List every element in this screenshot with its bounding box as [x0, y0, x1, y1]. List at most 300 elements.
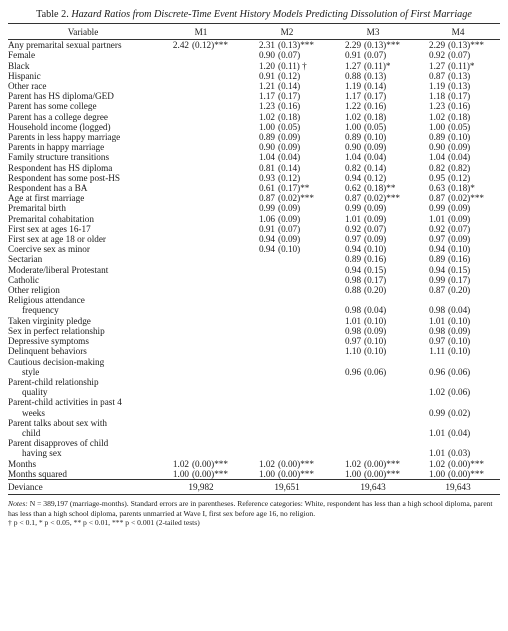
row-variable-label	[8, 101, 158, 111]
standard-error-m4: (0.02)***	[448, 193, 485, 204]
variable-name: Sex in perfect relationship	[8, 325, 105, 336]
variable-name: Female	[8, 50, 36, 61]
table-row	[8, 173, 500, 183]
row-variable-label	[8, 152, 158, 162]
hazard-ratio-m1	[158, 377, 192, 397]
hazard-ratio-m2: 2.31	[258, 40, 276, 51]
standard-error-m3: (0.09)	[364, 142, 387, 153]
hazard-ratio-m4: 1.23	[428, 101, 446, 112]
row-variable-label	[8, 346, 158, 356]
model-header-m4: M4	[416, 24, 500, 40]
header-row	[8, 24, 500, 40]
table-row	[8, 122, 500, 132]
standard-error-m1	[192, 61, 244, 71]
row-variable-label	[8, 336, 158, 346]
standard-error-m1	[192, 183, 244, 193]
table-row	[8, 101, 500, 111]
hazard-ratio-m3: 0.89	[344, 254, 362, 265]
standard-error-m1	[192, 193, 244, 203]
hazard-ratio-m1	[158, 183, 192, 193]
standard-error-m4: (0.11)*	[448, 60, 475, 71]
hazard-ratio-m3: 1.17	[344, 91, 362, 102]
variable-name: Taken virginity pledge	[8, 315, 91, 326]
standard-error-m3: (0.18)	[364, 111, 387, 122]
standard-error-m1	[192, 163, 244, 173]
standard-error-m2: (0.09)	[278, 234, 301, 245]
standard-error-m4: (0.10)	[448, 315, 471, 326]
variable-name: Household income (logged)	[8, 121, 111, 132]
hazard-ratio-m3: 0.97	[344, 234, 362, 245]
standard-error-m3: (0.14)	[364, 162, 387, 173]
standard-error-m2: (0.09)	[278, 142, 301, 153]
row-variable-label	[8, 122, 158, 132]
hazard-ratio-m2	[244, 265, 278, 275]
table-row	[8, 163, 500, 173]
hazard-ratio-m3: 1.22	[344, 101, 362, 112]
standard-error-m3: (0.16)	[364, 254, 387, 265]
hazard-ratio-m2	[244, 275, 278, 285]
standard-error-m1	[192, 336, 244, 346]
hazard-ratio-m1	[158, 357, 192, 377]
standard-error-m2: (0.12)	[278, 172, 301, 183]
standard-error-m2: (0.17)	[278, 91, 301, 102]
hazard-ratio-m4: 0.87	[428, 70, 446, 81]
variable-name: First sex at age 18 or older	[8, 234, 106, 245]
hazard-ratio-m3	[330, 438, 364, 458]
variable-name: Other religion	[8, 285, 60, 296]
row-variable-label	[8, 326, 158, 336]
hazard-ratio-m4: 0.95	[428, 172, 446, 183]
notes-prefix: Notes:	[8, 499, 28, 509]
standard-error-m3: (0.09)	[364, 234, 387, 245]
hazard-ratio-m3: 1.02	[344, 111, 362, 122]
hazard-ratio-m3: 1.04	[344, 152, 362, 163]
standard-error-m4: (0.16)	[448, 254, 471, 265]
hazard-ratio-m3: 0.97	[344, 336, 362, 347]
standard-error-m1	[192, 142, 244, 152]
hazard-ratio-m3: 0.98	[344, 274, 362, 285]
variable-name: Premarital cohabitation	[8, 213, 94, 224]
standard-error-m4: (0.13)	[448, 81, 471, 92]
variable-name-continued: style	[22, 366, 40, 377]
hazard-ratio-m2: 1.02	[258, 458, 276, 469]
hazard-ratio-m2	[244, 438, 278, 458]
hazard-ratio-m4: 0.94	[428, 244, 446, 255]
variable-name: Black	[8, 60, 30, 71]
hazard-ratio-m2: 0.81	[258, 162, 276, 173]
hazard-ratio-m2: 1.00	[258, 121, 276, 132]
table-row	[8, 61, 500, 71]
standard-error-m3: (0.00)***	[364, 458, 401, 469]
hazard-ratio-m4: 0.63	[428, 183, 446, 194]
standard-error-m4: (0.10)	[448, 244, 471, 255]
table-row	[8, 71, 500, 81]
hazard-ratio-m4: 0.82	[428, 162, 446, 173]
standard-error-m2: (0.00)***	[278, 458, 314, 469]
standard-error-m1	[192, 101, 244, 111]
hazard-ratio-m1	[158, 193, 192, 203]
hazard-ratio-m1	[158, 163, 192, 173]
standard-error-m1	[192, 91, 244, 101]
standard-error-m4: (0.10)	[448, 132, 471, 143]
row-variable-label	[8, 316, 158, 326]
standard-error-m2: (0.09)	[278, 213, 301, 224]
variable-name: Religious attendance	[8, 295, 85, 306]
standard-error-m4: (0.13)	[448, 70, 471, 81]
deviance-m3: 19,643	[330, 479, 416, 494]
hazard-ratio-m2	[244, 336, 278, 346]
standard-error-m3	[364, 377, 416, 397]
standard-error-m1	[192, 275, 244, 285]
hazard-ratio-m4: 0.99	[428, 203, 446, 214]
hazard-ratio-m3: 1.02	[344, 458, 362, 469]
table-row	[8, 316, 500, 326]
row-variable-label	[8, 254, 158, 264]
hazard-ratio-m2: 1.02	[258, 111, 276, 122]
hazard-ratio-m1	[158, 132, 192, 142]
hazard-ratio-m4: 1.11	[429, 346, 446, 357]
table-row	[8, 40, 500, 51]
row-variable-label	[8, 40, 158, 51]
standard-error-m2	[278, 438, 330, 458]
table-row	[8, 193, 500, 203]
table-row	[8, 469, 500, 480]
standard-error-m4: (0.07)	[448, 223, 471, 234]
standard-error-m3: (0.12)	[364, 172, 387, 183]
standard-error-m3: (0.17)	[364, 91, 387, 102]
table-row	[8, 346, 500, 356]
variable-name: Parent talks about sex with	[8, 417, 108, 428]
standard-error-m2	[278, 397, 330, 417]
standard-error-m4: (0.10)	[448, 346, 471, 357]
row-variable-label	[8, 357, 158, 377]
variable-name: Family structure transitions	[8, 152, 110, 163]
variable-name: Parent-child activities in past 4	[8, 397, 122, 408]
hazard-ratio-m4: 1.18	[428, 91, 446, 102]
standard-error-m4: (0.04)	[448, 427, 471, 438]
standard-error-m2	[278, 336, 330, 346]
hazard-ratio-m2	[244, 397, 278, 417]
hazard-ratio-m2	[244, 357, 278, 377]
hazard-ratio-m2	[244, 346, 278, 356]
variable-name: Premarital birth	[8, 203, 66, 214]
table-row	[8, 295, 500, 315]
hazard-ratio-m1	[158, 244, 192, 254]
table-row	[8, 224, 500, 234]
hazard-ratio-m2: 0.91	[258, 70, 276, 81]
standard-error-m3: (0.00)***	[364, 468, 401, 479]
hazard-ratio-m1	[158, 418, 192, 438]
standard-error-m4: (0.05)	[448, 121, 471, 132]
hazard-ratio-m3: 0.82	[344, 162, 362, 173]
hazard-ratio-m2: 0.91	[258, 223, 276, 234]
variable-name: Parents in less happy marriage	[8, 132, 121, 143]
standard-error-m1	[192, 418, 244, 438]
standard-error-m3: (0.09)	[364, 203, 387, 214]
variable-name: Parent has some college	[8, 101, 97, 112]
row-variable-label	[8, 469, 158, 480]
standard-error-m1	[192, 81, 244, 91]
standard-error-m2: (0.07)	[278, 50, 301, 61]
hazard-ratio-m1	[158, 101, 192, 111]
hazard-ratio-m4: 0.98	[428, 325, 446, 336]
table-row	[8, 265, 500, 275]
standard-error-m1	[192, 326, 244, 336]
hazard-ratio-m3	[330, 377, 364, 397]
standard-error-m1: (0.00)***	[192, 458, 228, 469]
standard-error-m2	[278, 285, 330, 295]
standard-error-m2	[278, 254, 330, 264]
table-title-prefix: Table 2.	[36, 9, 72, 20]
standard-error-m3: (0.10)	[364, 244, 387, 255]
standard-error-m3: (0.02)***	[364, 193, 401, 204]
table-title-italic: Hazard Ratios from Discrete-Time Event History Models Predicting Dissolution of First Marriage	[71, 9, 472, 20]
variable-name-continued: weeks	[22, 407, 45, 418]
standard-error-m1	[192, 397, 244, 417]
standard-error-m1	[192, 295, 244, 315]
standard-error-m3	[364, 418, 416, 438]
variable-name: Months squared	[8, 468, 67, 479]
hazard-ratio-m1	[158, 336, 192, 346]
hazard-ratio-m4: 0.96	[428, 366, 446, 377]
standard-error-m1	[192, 71, 244, 81]
hazard-ratio-m1	[158, 152, 192, 162]
hazard-ratio-table	[8, 23, 500, 495]
standard-error-m2	[278, 357, 330, 377]
variable-name: Parent has a college degree	[8, 111, 108, 122]
deviance-row	[8, 479, 500, 494]
hazard-ratio-m2: 0.87	[258, 193, 276, 204]
hazard-ratio-m4: 0.97	[428, 336, 446, 347]
table-row	[8, 397, 500, 417]
deviance-m4: 19,643	[416, 479, 500, 494]
standard-error-m2	[278, 316, 330, 326]
standard-error-m1	[192, 112, 244, 122]
standard-error-m4: (0.04)	[448, 305, 471, 316]
standard-error-m4: (0.06)	[448, 366, 471, 377]
hazard-ratio-m2: 1.00	[258, 468, 276, 479]
row-variable-label	[8, 214, 158, 224]
standard-error-m4: (0.17)	[448, 91, 471, 102]
standard-error-m3: (0.13)	[364, 70, 387, 81]
standard-error-m3: (0.16)	[364, 101, 387, 112]
variable-name: Coercive sex as minor	[8, 244, 90, 255]
hazard-ratio-m4: 1.02	[428, 387, 446, 398]
standard-error-m2	[278, 265, 330, 275]
standard-error-m4: (0.17)	[448, 274, 471, 285]
standard-error-m3: (0.14)	[364, 81, 387, 92]
hazard-ratio-m4: 1.19	[428, 81, 446, 92]
variable-name: Depressive symptoms	[8, 336, 89, 347]
standard-error-m4: (0.16)	[448, 101, 471, 112]
hazard-ratio-m1	[158, 122, 192, 132]
row-variable-label	[8, 163, 158, 173]
hazard-ratio-m2: 1.04	[258, 152, 276, 163]
hazard-ratio-m1: 2.42	[172, 40, 189, 51]
standard-error-m3	[364, 397, 416, 417]
table-row	[8, 377, 500, 397]
hazard-ratio-m1: 1.00	[172, 468, 189, 479]
standard-error-m3: (0.10)	[364, 336, 387, 347]
row-variable-label	[8, 275, 158, 285]
row-variable-label	[8, 265, 158, 275]
hazard-ratio-m3: 0.89	[344, 132, 362, 143]
variable-name: Months	[8, 458, 37, 469]
hazard-ratio-m1	[158, 397, 192, 417]
hazard-ratio-m1	[158, 438, 192, 458]
standard-error-m4: (0.03)	[448, 448, 471, 459]
deviance-m2: 19,651	[244, 479, 330, 494]
table-row	[8, 152, 500, 162]
notes-line-1	[8, 499, 494, 518]
hazard-ratio-m3: 0.98	[344, 325, 362, 336]
hazard-ratio-m3: 0.87	[344, 193, 362, 204]
table-row	[8, 81, 500, 91]
hazard-ratio-m4: 0.99	[428, 407, 446, 418]
standard-error-m3: (0.13)***	[364, 40, 401, 51]
hazard-ratio-m1	[158, 71, 192, 81]
hazard-ratio-m3: 0.91	[344, 50, 362, 61]
notes-text: N = 389,197 (marriage-months). Standard errors are in parentheses. Reference categories: White, respondent has less than a high school diploma, parent has less than a high school diploma, parents unmarried at Wave I, first sex before age 16, no religion.	[8, 499, 493, 518]
standard-error-m4: (0.18)*	[448, 183, 475, 194]
hazard-ratio-m4: 0.87	[428, 193, 446, 204]
table-row	[8, 91, 500, 101]
standard-error-m1	[192, 285, 244, 295]
variable-name: Catholic	[8, 274, 40, 285]
hazard-ratio-m3: 1.27	[344, 60, 362, 71]
table-row	[8, 214, 500, 224]
standard-error-m3: (0.04)	[364, 305, 387, 316]
variable-name-continued: quality	[22, 387, 48, 398]
standard-error-m4: (0.13)***	[448, 40, 485, 51]
hazard-ratio-m3: 0.88	[344, 285, 362, 296]
standard-error-m3: (0.06)	[364, 366, 387, 377]
standard-error-m2: (0.05)	[278, 121, 301, 132]
variable-name: Age at first marriage	[8, 193, 85, 204]
standard-error-m1	[192, 214, 244, 224]
hazard-ratio-m4: 1.02	[428, 111, 446, 122]
standard-error-m1	[192, 244, 244, 254]
standard-error-m3: (0.10)	[364, 315, 387, 326]
hazard-ratio-m3	[330, 418, 364, 438]
variable-name: Respondent has HS diploma	[8, 162, 113, 173]
table-row	[8, 132, 500, 142]
hazard-ratio-m2	[244, 316, 278, 326]
standard-error-m2: (0.04)	[278, 152, 301, 163]
standard-error-m4: (0.09)	[448, 213, 471, 224]
standard-error-m2	[278, 418, 330, 438]
standard-error-m2: (0.00)***	[278, 468, 314, 479]
hazard-ratio-m2: 1.06	[258, 213, 276, 224]
row-variable-label	[8, 203, 158, 213]
hazard-ratio-m2: 0.94	[258, 234, 276, 245]
table-row	[8, 336, 500, 346]
variable-name: Parent-child relationship	[8, 376, 99, 387]
standard-error-m4: (0.82)	[448, 162, 471, 173]
hazard-ratio-m3: 2.29	[344, 40, 362, 51]
standard-error-m3: (0.07)	[364, 50, 387, 61]
standard-error-m1	[192, 224, 244, 234]
row-variable-label	[8, 173, 158, 183]
model-header-m2: M2	[244, 24, 330, 40]
variable-name: Respondent has some post-HS	[8, 172, 121, 183]
hazard-ratio-m1	[158, 234, 192, 244]
hazard-ratio-m3: 0.98	[344, 305, 362, 316]
hazard-ratio-m4: 0.90	[428, 142, 446, 153]
hazard-ratio-m4: 2.29	[428, 40, 446, 51]
row-variable-label	[8, 377, 158, 397]
variable-name: Parent disapproves of child	[8, 438, 109, 449]
hazard-ratio-m3: 0.94	[344, 172, 362, 183]
standard-error-m2: (0.14)	[278, 81, 301, 92]
standard-error-m4: (0.18)	[448, 111, 471, 122]
standard-error-m4: (0.09)	[448, 234, 471, 245]
variable-name: Hispanic	[8, 70, 41, 81]
hazard-ratio-m3: 0.99	[344, 203, 362, 214]
hazard-ratio-m2	[244, 326, 278, 336]
hazard-ratio-m2: 0.90	[258, 142, 276, 153]
standard-error-m1	[192, 377, 244, 397]
deviance-label: Deviance	[8, 479, 158, 494]
table-row	[8, 234, 500, 244]
standard-error-m2	[278, 326, 330, 336]
variable-name: Moderate/liberal Protestant	[8, 264, 109, 275]
row-variable-label	[8, 71, 158, 81]
row-variable-label	[8, 438, 158, 458]
table-row	[8, 244, 500, 254]
standard-error-m3: (0.17)	[364, 274, 387, 285]
standard-error-m3: (0.15)	[364, 264, 387, 275]
hazard-ratio-m2: 1.20	[258, 60, 276, 71]
standard-error-m3: (0.11)*	[364, 60, 391, 71]
table-row	[8, 50, 500, 60]
table-row	[8, 275, 500, 285]
variable-name-continued: child	[22, 427, 41, 438]
standard-error-m1	[192, 50, 244, 60]
standard-error-m2: (0.09)	[278, 132, 301, 143]
row-variable-label	[8, 224, 158, 234]
hazard-ratio-m2	[244, 377, 278, 397]
hazard-ratio-m2	[244, 285, 278, 295]
row-variable-label	[8, 459, 158, 469]
standard-error-m4: (0.02)	[448, 407, 471, 418]
row-variable-label	[8, 183, 158, 193]
hazard-ratio-m4: 0.97	[428, 234, 446, 245]
standard-error-m1	[192, 438, 244, 458]
table-row	[8, 203, 500, 213]
hazard-ratio-m2: 1.23	[258, 101, 276, 112]
standard-error-m2: (0.02)***	[278, 193, 314, 204]
hazard-ratio-m1	[158, 254, 192, 264]
hazard-ratio-m2: 1.17	[258, 91, 276, 102]
standard-error-m1	[192, 152, 244, 162]
hazard-ratio-m3	[330, 397, 364, 417]
hazard-ratio-m1	[158, 265, 192, 275]
hazard-ratio-m2: 0.89	[258, 132, 276, 143]
table-row	[8, 418, 500, 438]
standard-error-m1	[192, 265, 244, 275]
table-row	[8, 112, 500, 122]
standard-error-m1: (0.12)***	[192, 40, 228, 51]
standard-error-m2: (0.17)**	[278, 183, 310, 194]
table-notes	[8, 499, 500, 528]
standard-error-m1	[192, 346, 244, 356]
table-row	[8, 438, 500, 458]
standard-error-m3: (0.20)	[364, 285, 387, 296]
hazard-ratio-m3: 0.62	[344, 183, 362, 194]
standard-error-m2: (0.13)***	[278, 40, 314, 51]
row-variable-label	[8, 418, 158, 438]
